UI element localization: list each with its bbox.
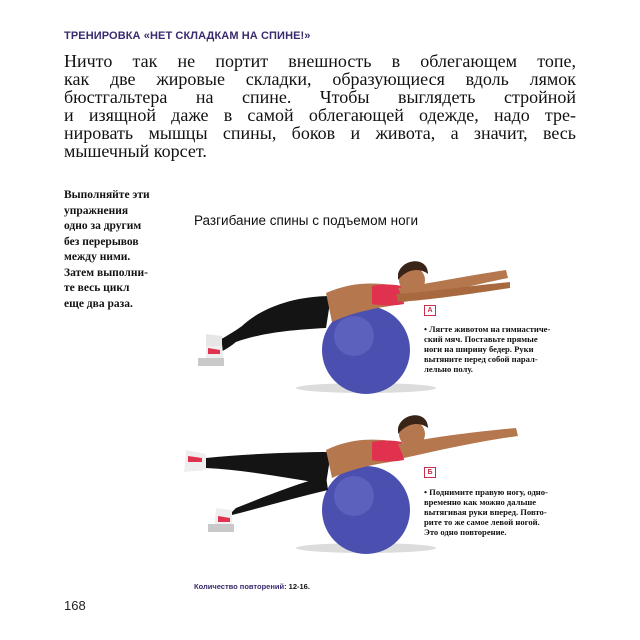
- sidebar-line: упражнения: [64, 204, 129, 217]
- step-badge-a: А: [424, 305, 436, 316]
- step-line: вытягивая руки вперед. Повто-: [424, 507, 547, 517]
- sidebar-line: без перерывов: [64, 235, 139, 248]
- step-line: ноги на ширину бедер. Руки: [424, 344, 534, 354]
- step-line: рите то же самое левой ногой.: [424, 517, 540, 527]
- intro-line: нировать мышцы спины, боков и живота, а значит, весь: [64, 123, 576, 143]
- step-line: вытяните перед собой парал-: [424, 354, 538, 364]
- step-a-text: [424, 324, 550, 374]
- sidebar-line: те весь цикл: [64, 282, 130, 294]
- sidebar-line: Затем выполни-: [64, 266, 148, 279]
- sidebar-line: одно за другим: [64, 220, 142, 232]
- intro-line: мышечный корсет.: [64, 141, 207, 161]
- intro-paragraph: [64, 52, 576, 160]
- repetitions-label: Количество повторений:: [194, 582, 287, 591]
- step-b-text: [424, 487, 548, 537]
- intro-line: и изящной даже в самой облегающей одежде, надо тре-: [64, 105, 576, 125]
- step-line: лельно полу.: [424, 364, 473, 374]
- intro-line: бюстгальтера на спине. Чтобы выглядеть стройной: [64, 87, 576, 107]
- repetitions-value: 12-16.: [288, 582, 310, 591]
- sidebar-line: еще два раза.: [64, 297, 133, 310]
- step-line: Это одно повторение.: [424, 527, 507, 537]
- intro-line: Ничто так не портит внешность в облегающем топе,: [64, 51, 576, 71]
- step-badge-b: Б: [424, 467, 436, 478]
- intro-line: как две жировые складки, образующиеся вдоль лямок: [64, 69, 576, 89]
- step-line: • Лягте животом на гимнастиче-: [424, 324, 551, 334]
- sidebar-instructions: [64, 188, 164, 312]
- section-header: ТРЕНИРОВКА «НЕТ СКЛАДКАМ НА СПИНЕ!»: [64, 30, 311, 42]
- step-line: временно как можно дальше: [424, 497, 537, 507]
- repetitions-note: [194, 582, 310, 591]
- exercise-title: Разгибание спины с подъемом ноги: [194, 213, 419, 228]
- page-number: 168: [64, 598, 86, 613]
- step-line: • Поднимите правую ногу, одно-: [424, 487, 548, 497]
- step-line: ский мяч. Поставьте прямые: [424, 334, 538, 344]
- sidebar-line: Выполняйте эти: [64, 189, 150, 201]
- exercise-photo-a: [176, 238, 536, 398]
- sidebar-line: между ними.: [64, 251, 131, 263]
